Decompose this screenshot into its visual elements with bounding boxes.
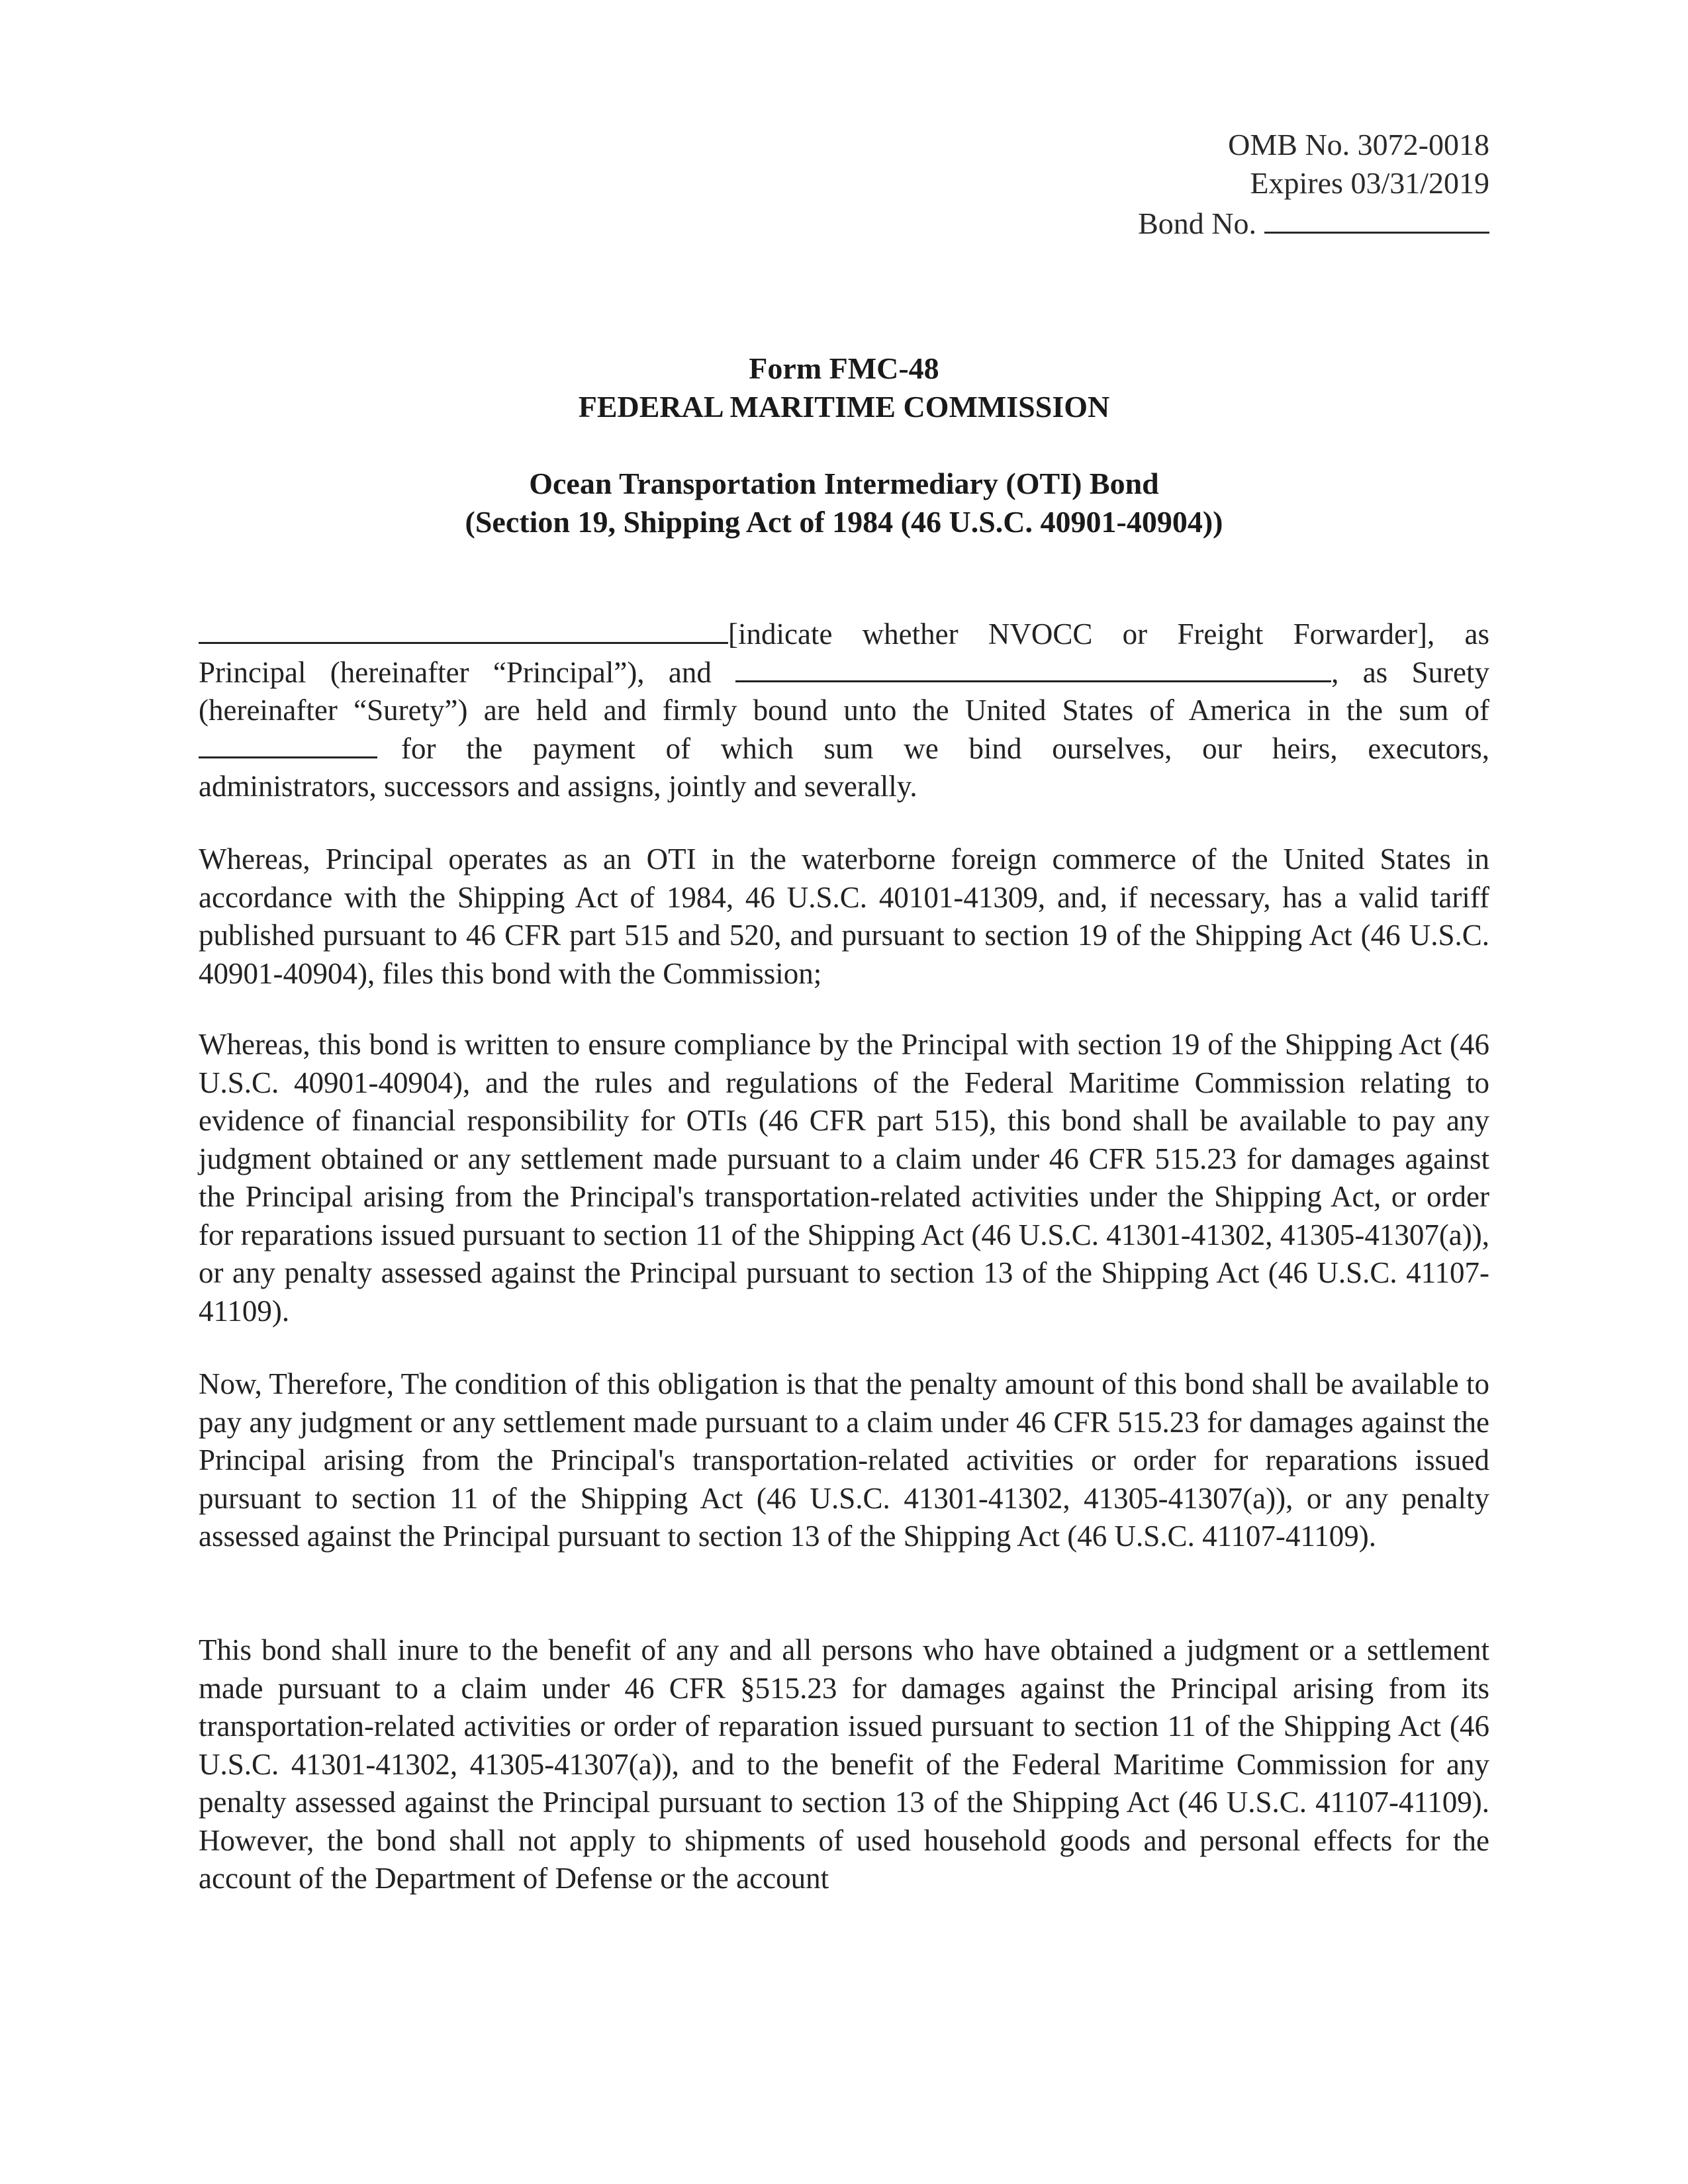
intro-line-4 <box>199 730 1489 768</box>
bond-subtitle: (Section 19, Shipping Act of 1984 (46 U.S.C. 40901-40904)) <box>465 505 1223 539</box>
intro-paragraph <box>199 615 1489 806</box>
payment-clause: for the payment of which sum we bind ourselves, our heirs, executors, <box>401 731 1489 765</box>
bond-title: Ocean Transportation Intermediary (OTI) Bond <box>529 467 1159 500</box>
agency-name: FEDERAL MARITIME COMMISSION <box>578 390 1110 424</box>
principal-label: Principal (hereinafter “Principal”), and <box>199 655 712 689</box>
bond-sum-field[interactable] <box>199 730 377 758</box>
benefit-paragraph: This bond shall inure to the benefit of any and all persons who have obtained a judgment or a settlement made pursuant to a claim under 46 CFR §515.23 for damages against the Principal arising from its transportation-related activities or order of reparation issued pursuant to section 11 of the Shipping Act (46 U.S.C. 41301-41302, 41305-41307(a)), and to the benefit of the Federal Maritime Commission for any penalty assessed against the Principal pursuant to section 13 of the Shipping Act (46 U.S.C. 41107-41109). However, the bond shall not apply to shipments of used household goods and personal effects for the account of the Department of Defense or the account <box>199 1633 1489 1895</box>
form-number: Form FMC-48 <box>749 351 939 385</box>
surety-label: , as Surety <box>1331 655 1489 689</box>
principal-name-field[interactable] <box>199 615 728 644</box>
form-header <box>1138 126 1489 243</box>
intro-line-2 <box>199 654 1489 692</box>
whereas-paragraph-2: Whereas, this bond is written to ensure compliance by the Principal with section 19 of the Shipping Act (46 U.S.C. 40901-40904), and the rules and regulations of the Federal Maritime Commission relating to evidence of financial responsibility for OTIs (46 CFR part 515), this bond shall be available to pay any judgment obtained or any settlement made pursuant to a claim under 46 CFR 515.23 for damages against the Principal arising from the Principal's transportation-related activities under the Shipping Act, or order for reparations issued pursuant to section 11 of the Shipping Act (46 U.S.C. 41301-41302, 41305-41307(a)), or any penalty assessed against the Principal pursuant to section 13 of the Shipping Act (46 U.S.C. 41107-41109). <box>199 1028 1489 1328</box>
principal-type-note: [indicate whether NVOCC or Freight Forwarder], as <box>728 617 1489 651</box>
bond-number-row <box>1138 203 1489 243</box>
intro-line-3: (hereinafter “Surety”) are held and firmly bound unto the United States of America in the sum of <box>199 694 1489 727</box>
whereas-paragraph-1: Whereas, Principal operates as an OTI in the waterborne foreign commerce of the United States in accordance with the Shipping Act of 1984, 46 U.S.C. 40101-41309, and, if necessary, has a valid tariff published pursuant to 46 CFR part 515 and 520, and pursuant to section 19 of the Shipping Act (46 U.S.C. 40901-40904), files this bond with the Commission; <box>199 842 1489 990</box>
intro-line-1 <box>199 615 1489 654</box>
now-therefore-paragraph: Now, Therefore, The condition of this obligation is that the penalty amount of this bond shall be available to pay any judgment or any settlement made pursuant to a claim under 46 CFR 515.23 for damages against the Principal arising from the Principal's transportation-related activities or order for reparations issued pursuant to section 11 of the Shipping Act (46 U.S.C. 41301-41302, 41305-41307(a)), or any penalty assessed against the Principal pursuant to section 13 of the Shipping Act (46 U.S.C. 41107-41109). <box>199 1367 1489 1553</box>
bond-title-block <box>0 465 1688 541</box>
surety-name-field[interactable] <box>735 654 1331 682</box>
omb-number: OMB No. 3072-0018 <box>1228 128 1489 161</box>
expiration-date: Expires 03/31/2019 <box>1250 166 1489 200</box>
bond-number-field[interactable] <box>1264 203 1489 234</box>
form-title-block <box>0 349 1688 426</box>
intro-line-5: administrators, successors and assigns, jointly and severally. <box>199 770 917 803</box>
bond-number-label: Bond No. <box>1138 206 1256 240</box>
